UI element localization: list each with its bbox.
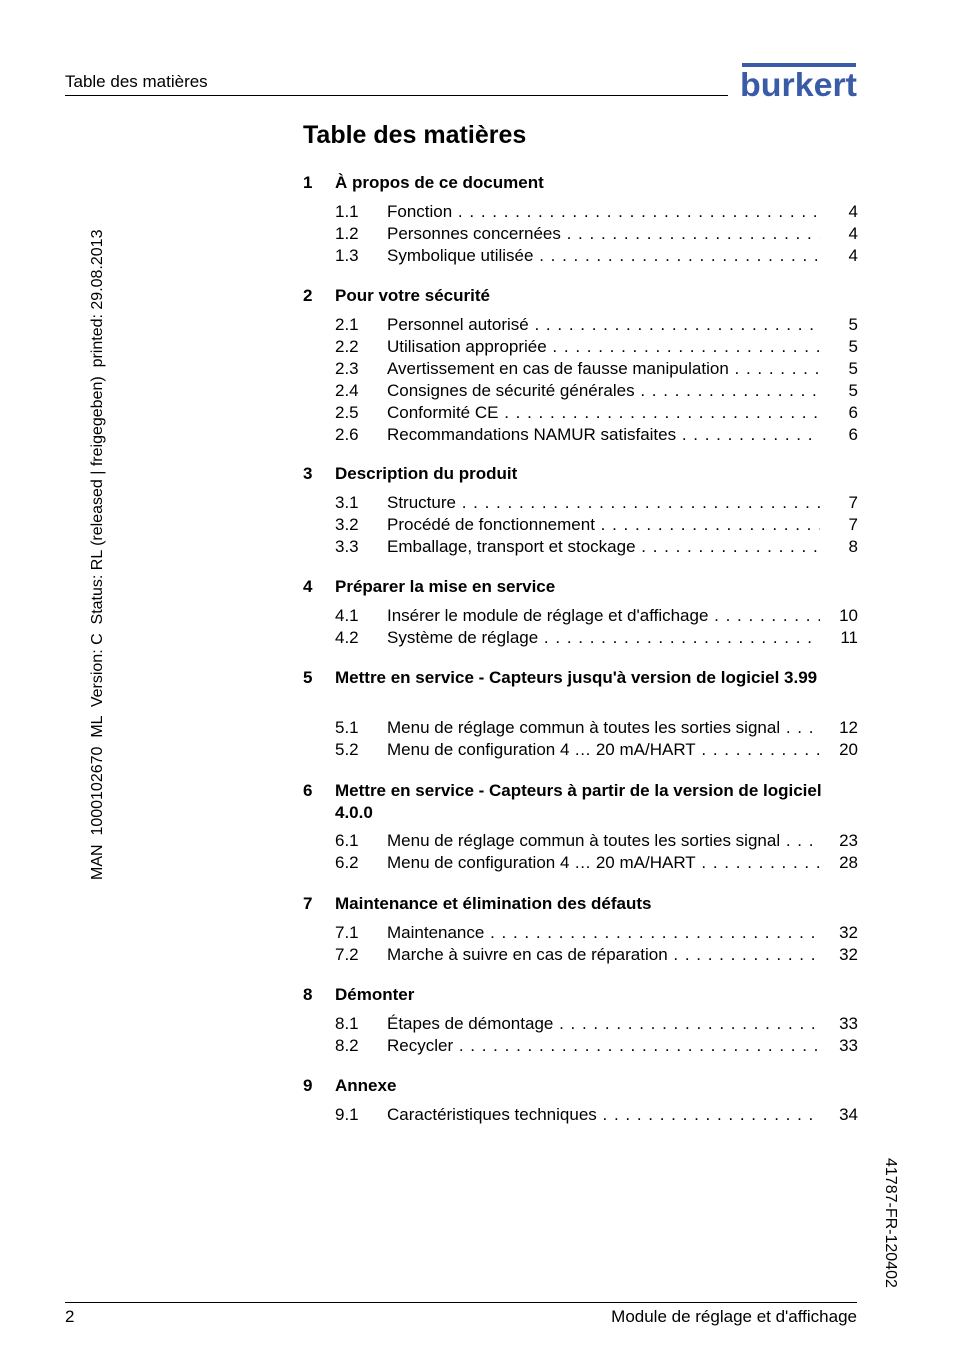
section-number: 6 [303, 781, 313, 800]
section-title: Préparer la mise en service [335, 577, 556, 596]
entry-number: 9.1 [335, 1105, 359, 1124]
toc-section [303, 285, 858, 444]
entry-title: Structure . . . [387, 492, 820, 514]
section-number: 8 [303, 985, 313, 1004]
toc-section-heading[interactable] [303, 984, 858, 1006]
toc-entry[interactable] [335, 717, 858, 739]
toc-entry[interactable] [335, 852, 858, 874]
entry-title: Caractéristiques techniques . . . [387, 1104, 820, 1126]
section-number: 7 [303, 894, 313, 913]
toc-section [303, 667, 858, 759]
entry-number: 6.1 [335, 831, 359, 850]
section-title: Maintenance et élimination des défauts [335, 894, 652, 913]
section-title: Description du produit [335, 464, 518, 483]
toc-section [303, 463, 858, 556]
section-number: 2 [303, 286, 313, 305]
toc-entry[interactable] [335, 922, 858, 944]
entry-number: 5.1 [335, 718, 359, 737]
toc-section-heading[interactable] [303, 780, 858, 824]
header-rule [65, 95, 728, 96]
section-number: 3 [303, 464, 313, 483]
entry-title: Fonction . . . [387, 201, 820, 223]
entry-number: 8.2 [335, 1036, 359, 1055]
entry-title: Insérer le module de réglage et d'affichage . . . [387, 605, 820, 627]
section-title: Mettre en service - Capteurs jusqu'à version de logiciel 3.99 [335, 668, 818, 687]
entry-page-number: 5 [848, 315, 858, 334]
entry-page-number: 6 [848, 425, 858, 444]
section-number: 1 [303, 173, 313, 192]
toc-section [303, 780, 858, 872]
entry-title: Emballage, transport et stockage . . . [387, 536, 820, 558]
entry-page-number: 33 [839, 1014, 858, 1033]
toc-entry[interactable] [335, 424, 858, 446]
entry-page-number: 11 [840, 628, 858, 647]
entry-title: Consignes de sécurité générales . . . [387, 380, 820, 402]
toc-section-heading[interactable] [303, 1075, 858, 1097]
entry-number: 2.4 [335, 381, 359, 400]
toc-entry[interactable] [335, 514, 858, 536]
entry-title: Marche à suivre en cas de réparation . . . [387, 944, 820, 966]
entry-title: Personnes concernées . . . [387, 223, 820, 245]
entry-page-number: 7 [848, 493, 858, 512]
entry-number: 8.1 [335, 1014, 359, 1033]
entry-title: Recycler . . . [387, 1035, 820, 1057]
toc-section [303, 1075, 858, 1124]
toc-section-heading[interactable] [303, 893, 858, 915]
entry-number: 7.1 [335, 923, 359, 942]
toc-section [303, 576, 858, 647]
footer-title: Module de réglage et d'affichage [611, 1307, 857, 1326]
entry-title: Menu de réglage commun à toutes les sorties signal . . . [387, 717, 820, 739]
entry-number: 2.6 [335, 425, 359, 444]
entry-title: Recommandations NAMUR satisfaites . . . [387, 424, 820, 446]
entry-number: 2.1 [335, 315, 359, 334]
toc-entry[interactable] [335, 536, 858, 558]
toc-entry[interactable] [335, 380, 858, 402]
entry-page-number: 34 [839, 1105, 858, 1124]
running-header: Table des matières [65, 72, 208, 91]
entry-title: Personnel autorisé . . . [387, 314, 820, 336]
toc-section-heading[interactable] [303, 667, 858, 689]
entry-page-number: 23 [839, 831, 858, 850]
entry-page-number: 32 [839, 945, 858, 964]
toc-entry[interactable] [335, 314, 858, 336]
entry-page-number: 12 [839, 718, 858, 737]
entry-number: 3.2 [335, 515, 359, 534]
toc-entry[interactable] [335, 492, 858, 514]
entry-title: Système de réglage . . . [387, 627, 820, 649]
toc-entry[interactable] [335, 605, 858, 627]
toc-entry[interactable] [335, 402, 858, 424]
toc-section-heading[interactable] [303, 576, 858, 598]
toc-entry[interactable] [335, 1013, 858, 1035]
page-number: 2 [65, 1307, 75, 1326]
section-number: 9 [303, 1076, 313, 1095]
entry-number: 4.1 [335, 606, 359, 625]
entry-page-number: 6 [848, 403, 858, 422]
entry-number: 5.2 [335, 740, 359, 759]
entry-number: 2.2 [335, 337, 359, 356]
toc-entry[interactable] [335, 223, 858, 245]
entry-page-number: 4 [848, 224, 858, 243]
entry-title: Maintenance . . . [387, 922, 820, 944]
entry-page-number: 7 [848, 515, 858, 534]
entry-title: Symbolique utilisée . . . [387, 245, 820, 267]
entry-title: Menu de configuration 4 … 20 mA/HART . . . [387, 739, 820, 761]
toc-entry[interactable] [335, 245, 858, 267]
entry-number: 2.3 [335, 359, 359, 378]
side-metadata: MAN 1000102670 ML Version: C Status: RL (released | freigegeben) printed: 29.08.2013 [89, 229, 106, 880]
entry-title: Conformité CE . . . [387, 402, 820, 424]
entry-number: 1.1 [335, 202, 359, 221]
svg-text:burkert: burkert [740, 66, 858, 100]
entry-page-number: 5 [848, 359, 858, 378]
entry-title: Menu de réglage commun à toutes les sorties signal . . . [387, 830, 820, 852]
entry-number: 1.2 [335, 224, 359, 243]
toc-section [303, 172, 858, 265]
entry-page-number: 5 [848, 337, 858, 356]
toc-section-heading[interactable] [303, 285, 858, 307]
entry-number: 2.5 [335, 403, 359, 422]
entry-number: 7.2 [335, 945, 359, 964]
entry-page-number: 32 [839, 923, 858, 942]
toc-entry[interactable] [335, 627, 858, 649]
entry-page-number: 5 [848, 381, 858, 400]
toc-section-heading[interactable] [303, 463, 858, 485]
toc-entry[interactable] [335, 944, 858, 966]
entry-page-number: 8 [848, 537, 858, 556]
page-title: Table des matières [303, 121, 527, 149]
toc-entry[interactable] [335, 830, 858, 852]
entry-page-number: 28 [839, 853, 858, 872]
entry-number: 3.3 [335, 537, 359, 556]
entry-title: Procédé de fonctionnement . . . [387, 514, 820, 536]
entry-number: 1.3 [335, 246, 359, 265]
entry-number: 4.2 [335, 628, 359, 647]
entry-title: Utilisation appropriée . . . [387, 336, 820, 358]
entry-page-number: 4 [848, 246, 858, 265]
entry-page-number: 4 [848, 202, 858, 221]
toc-entry[interactable] [335, 201, 858, 223]
entry-title: Étapes de démontage . . . [387, 1013, 820, 1035]
entry-page-number: 20 [839, 740, 858, 759]
toc-entry[interactable] [335, 1104, 858, 1126]
section-title: À propos de ce document [335, 173, 544, 192]
footer-rule [65, 1302, 857, 1303]
burkert-logo [740, 62, 858, 100]
entry-page-number: 10 [839, 606, 858, 625]
section-title: Mettre en service - Capteurs à partir de la version de logiciel 4.0.0 [335, 781, 822, 822]
toc-entry[interactable] [335, 1035, 858, 1057]
entry-number: 3.1 [335, 493, 359, 512]
section-title: Démonter [335, 985, 415, 1004]
section-title: Pour votre sécurité [335, 286, 490, 305]
entry-number: 6.2 [335, 853, 359, 872]
document-code: 41787-FR-120402 [882, 1158, 899, 1288]
section-number: 5 [303, 668, 313, 687]
entry-title: Avertissement en cas de fausse manipulation . . . [387, 358, 820, 380]
toc-entry[interactable] [335, 336, 858, 358]
entry-page-number: 33 [839, 1036, 858, 1055]
section-title: Annexe [335, 1076, 397, 1095]
toc-section [303, 984, 858, 1055]
toc-entry[interactable] [335, 739, 858, 761]
section-number: 4 [303, 577, 313, 596]
toc-section [303, 893, 858, 964]
toc-entry[interactable] [335, 358, 858, 380]
entry-title: Menu de configuration 4 … 20 mA/HART . . . [387, 852, 820, 874]
toc-section-heading[interactable] [303, 172, 858, 194]
